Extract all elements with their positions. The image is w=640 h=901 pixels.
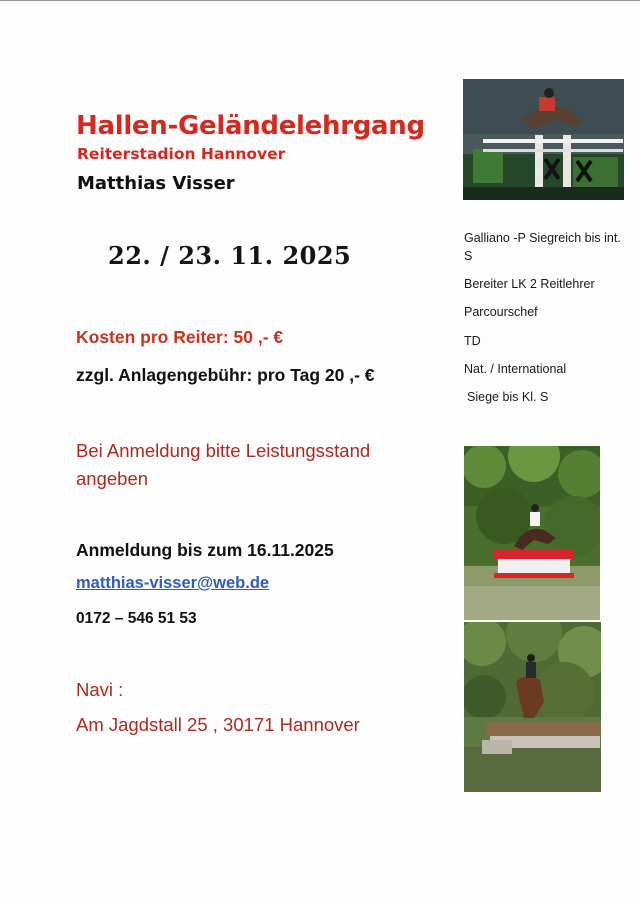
- event-title: Hallen-Geländelehrgang: [76, 111, 425, 141]
- cost-per-rider: Kosten pro Reiter: 50 ,- €: [76, 327, 284, 347]
- registration-note: Bei Anmeldung bitte Leistungsstand angeben: [76, 440, 371, 489]
- qualification-item: Parcourschef: [464, 305, 538, 319]
- navi-address: Am Jagdstall 25 , 30171 Hannover: [76, 714, 360, 735]
- registration-deadline: Anmeldung bis zum 16.11.2025: [76, 540, 334, 560]
- venue-subtitle: Reiterstadion Hannover: [77, 145, 286, 163]
- qualification-item: Galliano -P Siegreich bis int. S: [464, 231, 621, 263]
- indoor-jumping-photo: [463, 79, 624, 200]
- qualification-item: Siege bis Kl. S: [467, 390, 549, 404]
- phone-number: 0172 – 546 51 53: [76, 610, 197, 627]
- qualification-item: TD: [464, 334, 481, 348]
- water-jump-photo: [464, 622, 601, 792]
- email-link[interactable]: matthias-visser@web.de: [76, 574, 270, 592]
- facility-fee: zzgl. Anlagengebühr: pro Tag 20 ,- €: [76, 365, 375, 385]
- qualification-item: Nat. / International: [464, 362, 567, 376]
- cross-country-jump-photo: [464, 446, 600, 620]
- flyer-page: [0, 1, 640, 901]
- qualification-item: Bereiter LK 2 Reitlehrer: [464, 277, 595, 291]
- event-date: 22. / 23. 11. 2025: [108, 241, 352, 270]
- trainer-name: Matthias Visser: [77, 173, 235, 194]
- navi-label: Navi :: [76, 679, 124, 700]
